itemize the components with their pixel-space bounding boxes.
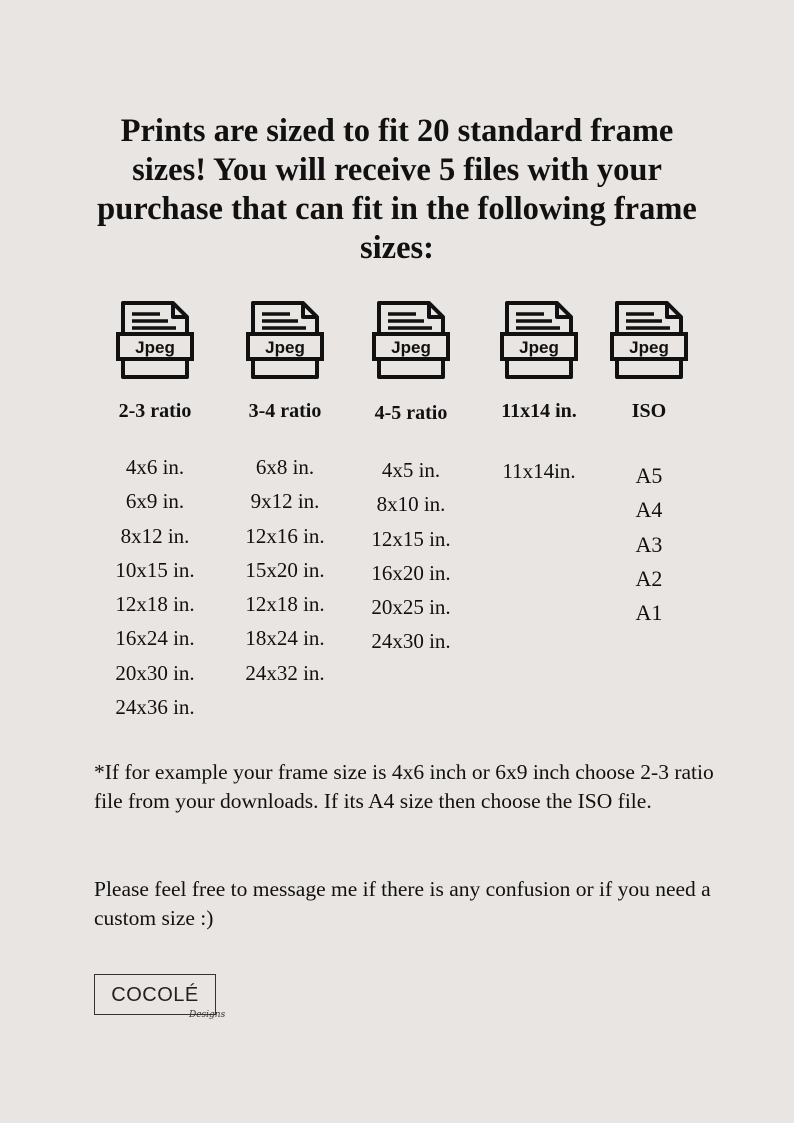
column-label: 11x14 in. — [501, 400, 577, 422]
column-label: ISO — [631, 400, 667, 422]
logo-wordmark: COCOLÉ — [111, 984, 199, 1006]
jpeg-file-icon — [500, 300, 578, 380]
brand-logo — [94, 974, 226, 1020]
size-item: A5 — [635, 463, 663, 488]
headline: Prints are sized to fit 20 standard frame sizes! You will receive 5 files with your purchase that can fit in the following frame sizes: — [97, 113, 697, 266]
size-item: 16x20 in. — [371, 560, 451, 585]
size-item: 16x24 in. — [115, 626, 195, 651]
column-label: 2-3 ratio — [118, 400, 192, 422]
size-list — [226, 450, 344, 690]
size-item: 6x9 in. — [125, 489, 185, 514]
size-item: 12x18 in. — [245, 592, 325, 617]
size-item: A3 — [635, 531, 663, 557]
size-item: 15x20 in. — [245, 557, 325, 582]
contact-message: Please feel free to message me if there is any confusion or if you need a custom size :) — [94, 877, 711, 930]
size-item: 9x12 in. — [250, 489, 320, 514]
size-item: A1 — [635, 600, 663, 626]
column-iso — [600, 300, 698, 626]
size-item: 20x30 in. — [115, 660, 195, 685]
size-item: A4 — [635, 497, 663, 523]
jpeg-label: Jpeg — [519, 338, 559, 357]
size-list — [352, 453, 470, 659]
jpeg-label: Jpeg — [265, 338, 305, 357]
example-note: *If for example your frame size is 4x6 inch or 6x9 inch choose 2-3 ratio file from your downloads. If its A4 size then choose the ISO file. — [94, 760, 714, 813]
column-4-5-ratio — [352, 300, 470, 654]
jpeg-label: Jpeg — [629, 338, 669, 357]
size-item: 12x15 in. — [371, 526, 451, 551]
size-item: 24x36 in. — [115, 695, 195, 720]
size-item: 12x16 in. — [245, 523, 325, 548]
size-list — [96, 450, 214, 724]
size-item: A2 — [635, 565, 663, 591]
size-item: 6x8 in. — [255, 455, 315, 479]
jpeg-file-icon — [610, 300, 688, 380]
column-2-3-ratio — [96, 300, 214, 720]
size-item: 8x12 in. — [120, 523, 190, 548]
size-item: 11x14in. — [502, 459, 576, 483]
column-label: 3-4 ratio — [248, 400, 322, 422]
column-label: 4-5 ratio — [374, 402, 448, 424]
logo-script: Designs — [189, 1010, 226, 1020]
size-item: 18x24 in. — [245, 626, 325, 651]
size-item: 4x5 in. — [381, 458, 441, 482]
size-list — [600, 459, 698, 630]
size-list — [480, 454, 598, 488]
size-item: 10x15 in. — [115, 557, 195, 582]
column-11x14 — [480, 300, 598, 483]
jpeg-label: Jpeg — [391, 338, 431, 357]
size-item: 12x18 in. — [115, 592, 195, 617]
jpeg-label: Jpeg — [135, 338, 175, 357]
jpeg-file-icon — [116, 300, 194, 380]
size-item: 8x10 in. — [376, 492, 446, 517]
size-item: 24x32 in. — [245, 660, 325, 685]
size-item: 24x30 in. — [371, 629, 451, 654]
column-3-4-ratio — [226, 300, 344, 685]
jpeg-file-icon — [246, 300, 324, 380]
size-item: 4x6 in. — [125, 455, 185, 479]
size-item: 20x25 in. — [371, 595, 451, 620]
jpeg-file-icon — [372, 300, 450, 380]
